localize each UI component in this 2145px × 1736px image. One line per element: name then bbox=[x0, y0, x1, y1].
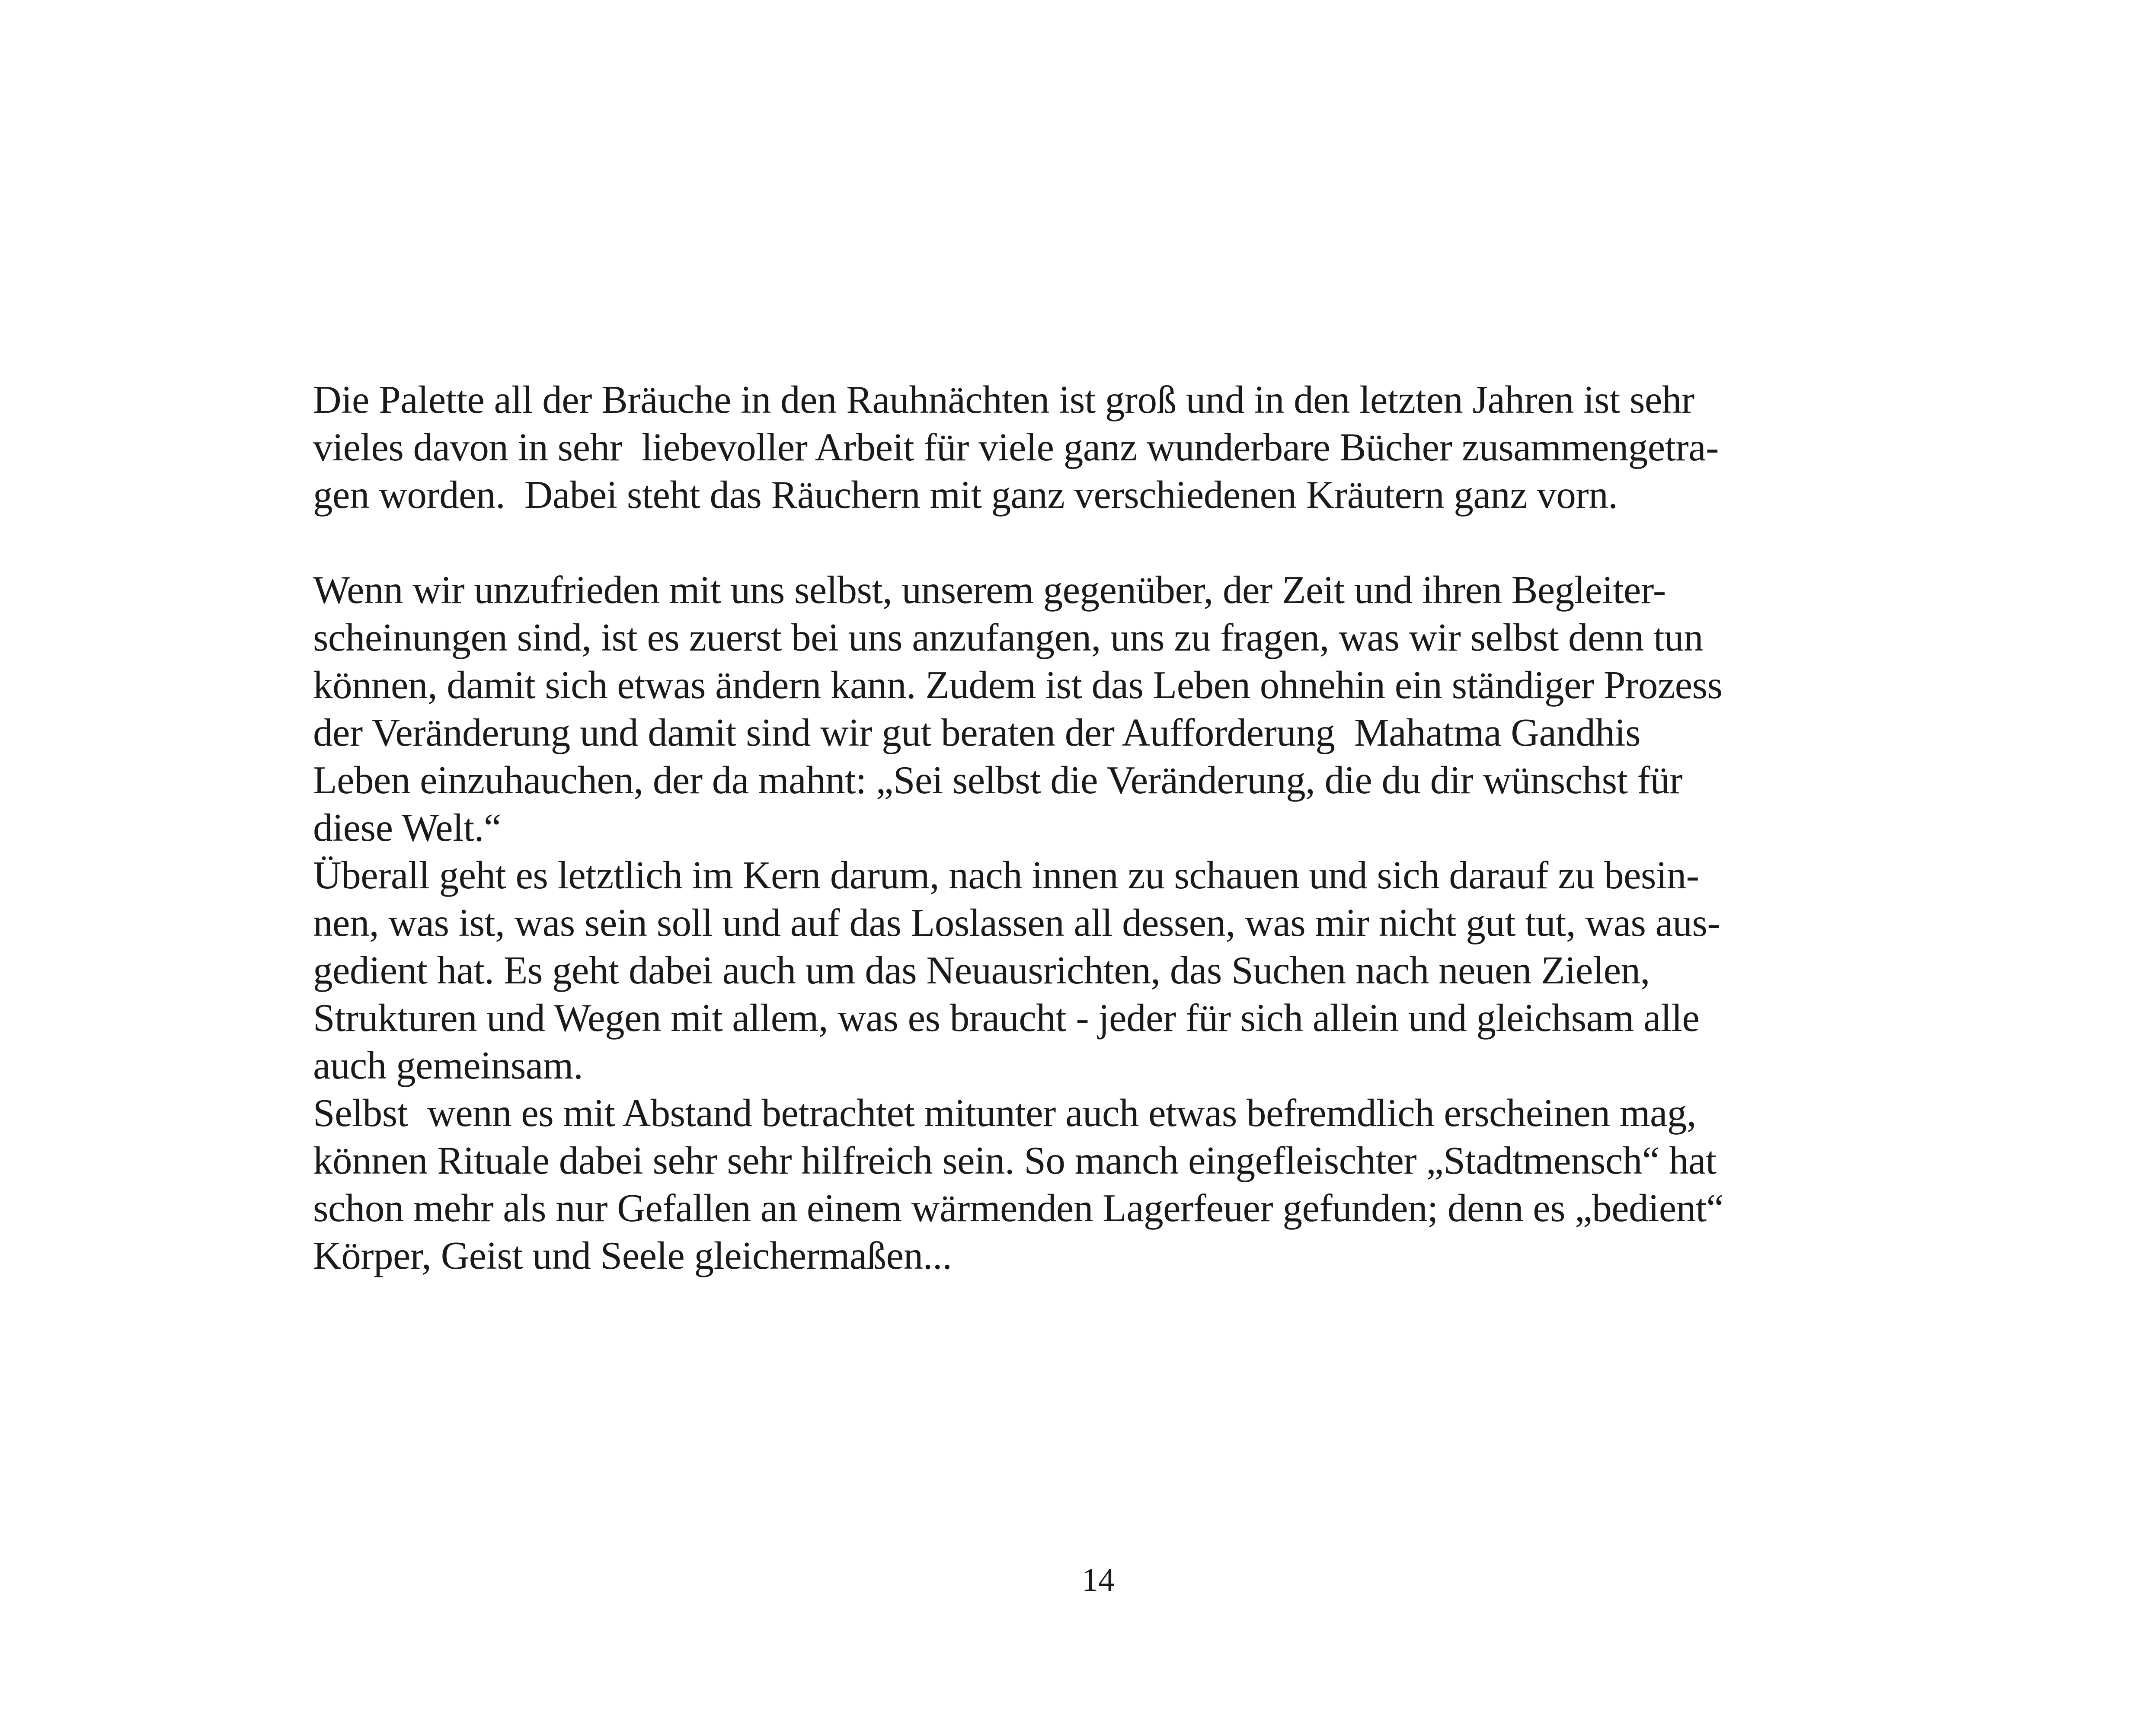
text-line: auch gemeinsam. bbox=[313, 1044, 583, 1087]
text-line: Strukturen und Wegen mit allem, was es braucht - jeder für sich allein und gleichsam alle bbox=[313, 996, 1700, 1040]
text-line: Körper, Geist und Seele gleichermaßen... bbox=[313, 1234, 952, 1277]
text-line: können, damit sich etwas ändern kann. Zudem ist das Leben ohnehin ein ständiger Prozess bbox=[313, 663, 1723, 707]
page-number: 14 bbox=[1082, 1562, 1115, 1598]
text-line: können Rituale dabei sehr sehr hilfreich sein. So manch eingefleischter „Stadtmensch“ hat bbox=[313, 1139, 1717, 1182]
text-line: der Veränderung und damit sind wir gut beraten der Aufforderung Mahatma Gandhis bbox=[313, 711, 1641, 754]
text-line: Wenn wir unzufrieden mit uns selbst, unserem gegenüber, der Zeit und ihren Begleiter- bbox=[313, 568, 1666, 612]
body-text bbox=[313, 376, 1913, 1327]
text-line: gen worden. Dabei steht das Räuchern mit ganz verschiedenen Kräutern ganz vorn. bbox=[313, 473, 1618, 517]
paragraph-spacer bbox=[313, 519, 1913, 566]
text-line: nen, was ist, was sein soll und auf das Loslassen all dessen, was mir nicht gut tut, was aus- bbox=[313, 901, 1720, 945]
text-line: Überall geht es letztlich im Kern darum, nach innen zu schauen und sich darauf zu besin- bbox=[313, 853, 1699, 897]
text-line: Die Palette all der Bräuche in den Rauhnächten ist groß und in den letzten Jahren ist sehr bbox=[313, 378, 1694, 421]
text-line bbox=[313, 1280, 1913, 1327]
text-line: Selbst wenn es mit Abstand betrachtet mitunter auch etwas befremdlich erscheinen mag, bbox=[313, 1091, 1697, 1135]
text-line: scheinungen sind, ist es zuerst bei uns anzufangen, uns zu fragen, was wir selbst denn tun bbox=[313, 616, 1704, 659]
text-line: schon mehr als nur Gefallen an einem wärmenden Lagerfeuer gefunden; denn es „bedient“ bbox=[313, 1186, 1724, 1230]
text-line: gedient hat. Es geht dabei auch um das Neuausrichten, das Suchen nach neuen Zielen, bbox=[313, 948, 1650, 992]
text-line: vieles davon in sehr liebevoller Arbeit für viele ganz wunderbare Bücher zusammengetra- bbox=[313, 425, 1719, 469]
text-line: Leben einzuhauchen, der da mahnt: „Sei selbst die Veränderung, die du dir wünschst für bbox=[313, 758, 1683, 802]
text-line: diese Welt.“ bbox=[313, 806, 501, 849]
